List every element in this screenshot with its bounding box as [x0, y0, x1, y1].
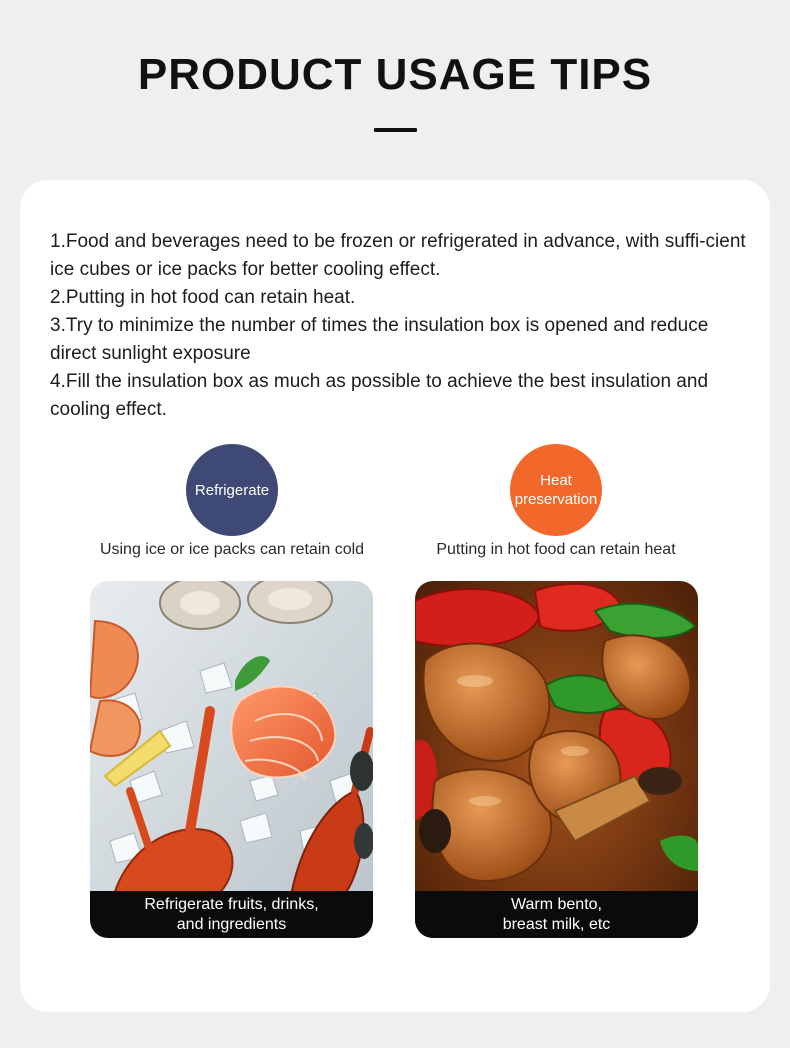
cold-caption: Using ice or ice packs can retain cold [99, 541, 365, 558]
tip-3: 3.Try to minimize the number of times the insulation box is opened and reduce direct sunlight exposure [50, 315, 709, 364]
hot-food-illustration [415, 581, 698, 938]
cold-photo-caption [90, 891, 373, 938]
tip-1: 1.Food and beverages need to be frozen or refrigerated in advance, with suffi-cient ice cubes or ice packs for better cooling effect. [50, 231, 746, 280]
seafood-on-ice-photo [90, 581, 373, 938]
tip-2: 2.Putting in hot food can retain heat. [50, 287, 356, 308]
page-title: PRODUCT USAGE TIPS [137, 50, 653, 99]
refrigerate-badge-label: Refrigerate [194, 481, 270, 499]
cold-photo-caption-line-1: Refrigerate fruits, drinks, [144, 895, 319, 913]
heat-badge-line-1: Heat [540, 472, 572, 489]
heat-preservation-badge-label [515, 471, 598, 509]
heat-photo-caption [415, 891, 698, 938]
refrigerate-badge [186, 444, 278, 536]
heat-caption: Putting in hot food can retain heat [436, 541, 676, 558]
tip-4: 4.Fill the insulation box as much as possible to achieve the best insulation and cooling effect. [50, 371, 709, 420]
heat-photo-caption-line-1: Warm bento, [511, 895, 602, 913]
cold-photo-caption-line-2: and ingredients [176, 915, 287, 933]
tips-list [50, 228, 750, 424]
heat-photo-caption-line-2: breast milk, etc [502, 915, 611, 933]
heat-preservation-badge [510, 444, 602, 536]
braised-chicken-photo [415, 581, 698, 938]
title-underline [374, 128, 417, 132]
heat-badge-line-2: preservation [514, 491, 598, 508]
seafood-illustration [90, 581, 373, 938]
